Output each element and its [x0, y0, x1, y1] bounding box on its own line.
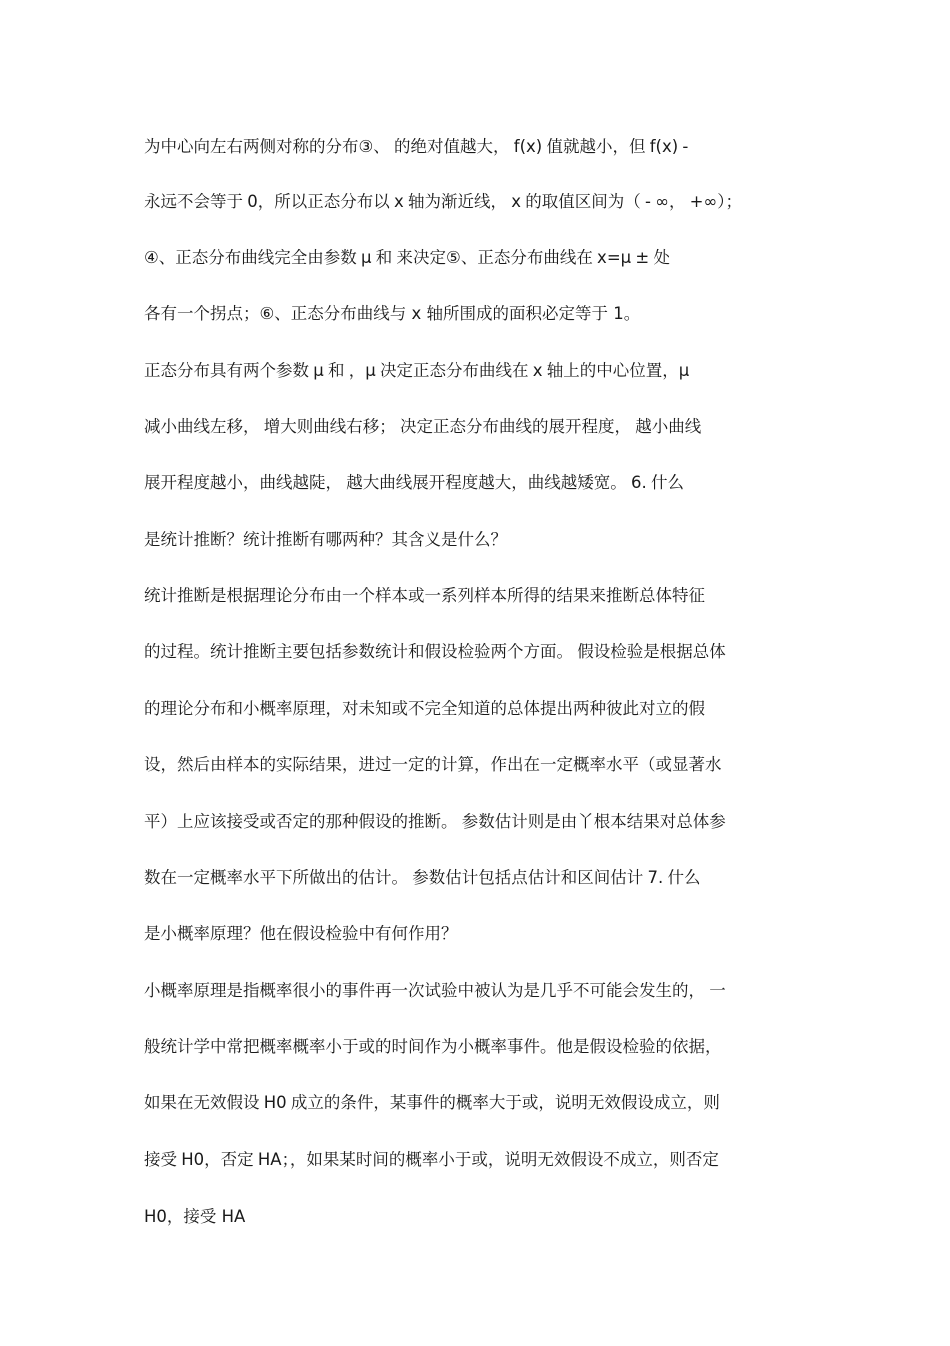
text-line-6: 减小曲线左移， 增大则曲线右移； 决定正态分布曲线的展开程度， 越小曲线: [144, 417, 702, 436]
text-line-14: 数在一定概率水平下所做出的估计。 参数估计包括点估计和区间估计 7. 什么: [144, 868, 701, 887]
text-line-3: ④、正态分布曲线完全由参数 μ 和 来决定⑤、正态分布曲线在 x=μ ± 处: [144, 248, 670, 267]
text-line-8: 是统计推断？统计推断有哪两种？其含义是什么？: [144, 530, 507, 549]
text-line-9: 统计推断是根据理论分布由一个样本或一系列样本所得的结果来推断总体特征: [144, 586, 705, 605]
text-line-5: 正态分布具有两个参数 μ 和 ，μ 决定正态分布曲线在 x 轴上的中心位置，μ: [144, 361, 690, 380]
text-line-20: H0，接受 HA: [144, 1207, 246, 1226]
text-line-10: 的过程。统计推断主要包括参数统计和假设检验两个方面。 假设检验是根据总体: [144, 642, 726, 661]
text-line-17: 般统计学中常把概率概率小于或的时间作为小概率事件。他是假设检验的依据，: [144, 1037, 722, 1056]
text-line-12: 设，然后由样本的实际结果，进过一定的计算，作出在一定概率水平（或显著水: [144, 755, 722, 774]
text-line-7: 展开程度越小，曲线越陡， 越大曲线展开程度越大，曲线越矮宽。 6. 什么: [144, 473, 684, 492]
text-line-15: 是小概率原理？他在假设检验中有何作用？: [144, 924, 458, 943]
text-line-19: 接受 H0，否定 HA；，如果某时间的概率小于或，说明无效假设不成立，则否定: [144, 1150, 719, 1169]
text-line-2: 永远不会等于 0，所以正态分布以 x 轴为渐近线， x 的取值区间为（ - ∞， +∞）；: [144, 192, 743, 211]
text-line-4: 各有一个拐点；⑥、正态分布曲线与 x 轴所围成的面积必定等于 1。: [144, 304, 641, 323]
text-line-16: 小概率原理是指概率很小的事件再一次试验中被认为是几乎不可能会发生的， 一: [144, 981, 726, 1000]
text-line-18: 如果在无效假设 H0 成立的条件，某事件的概率大于或，说明无效假设成立，则: [144, 1093, 720, 1112]
text-line-1: 为中心向左右两侧对称的分布③、 的绝对值越大， f(x) 值就越小，但 f(x) -: [144, 137, 689, 156]
text-line-11: 的理论分布和小概率原理，对未知或不完全知道的总体提出两种彼此对立的假: [144, 699, 705, 718]
text-line-13: 平）上应该接受或否定的那种假设的推断。 参数估计则是由丫根本结果对总体参: [144, 812, 726, 831]
